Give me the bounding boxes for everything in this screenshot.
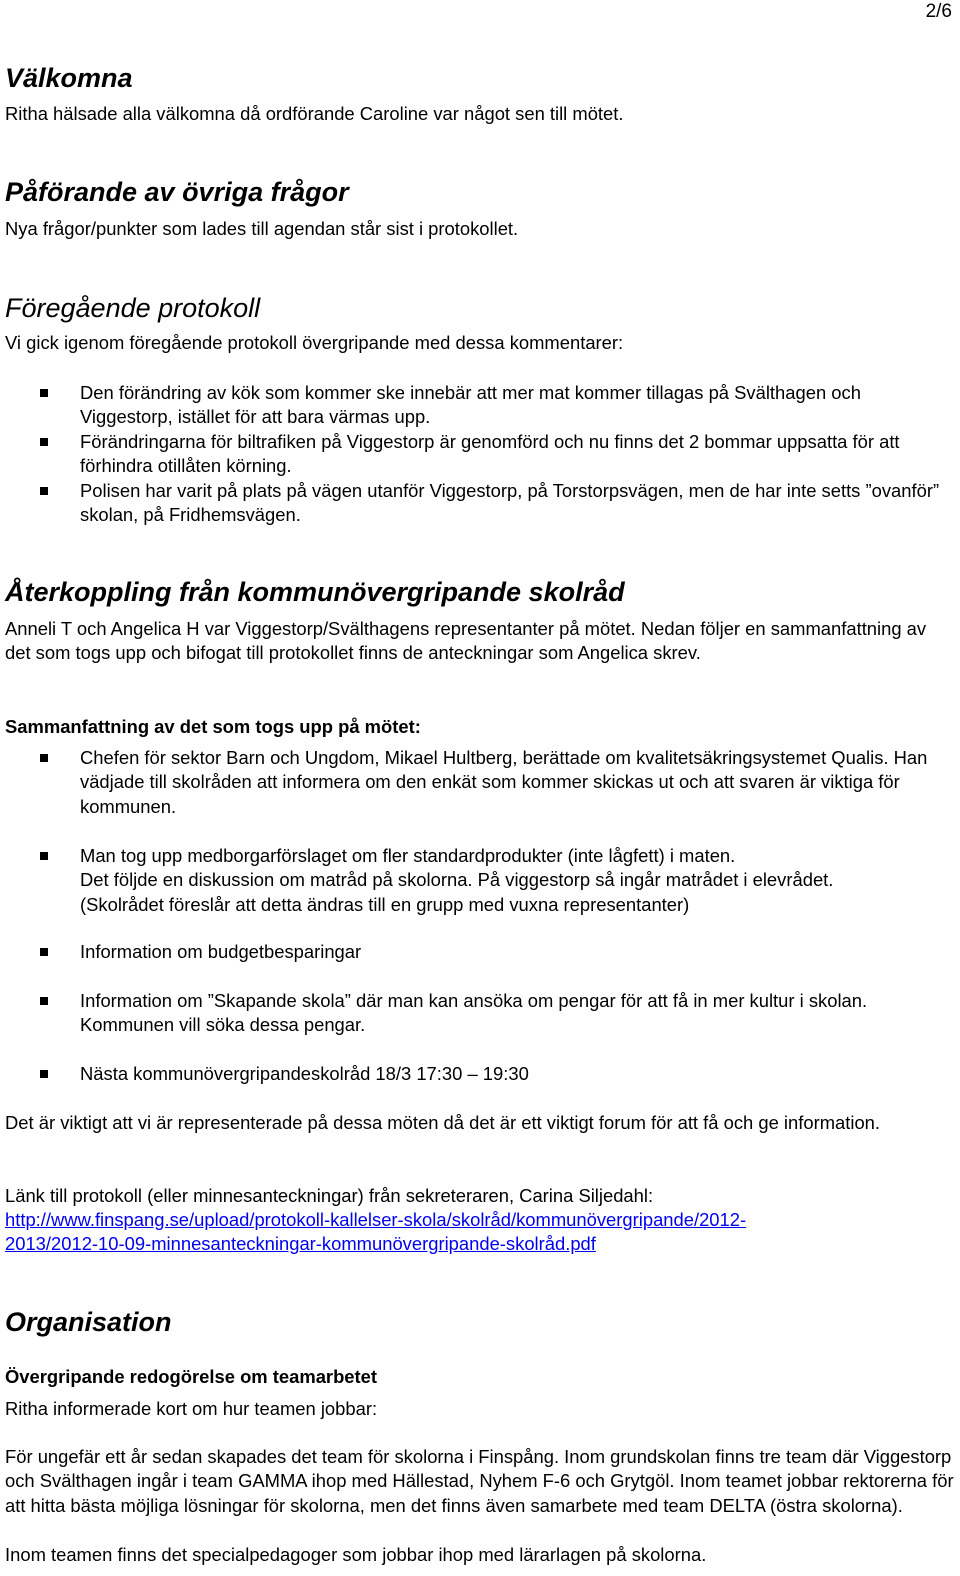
link-intro: Länk till protokoll (eller minnesanteckningar) från sekreteraren, Carina Siljedahl: bbox=[5, 1185, 654, 1206]
list-item: Nästa kommunövergripandeskolråd 18/3 17:30 – 19:30 bbox=[5, 1062, 954, 1086]
section-heading-organisation: Organisation bbox=[5, 1307, 172, 1337]
square-bullet-icon bbox=[40, 438, 48, 446]
aterkoppling-closing: Det är viktigt att vi är representerade på dessa möten då det är ett viktigt forum för att få och ge information. bbox=[5, 1112, 881, 1133]
summary-item-2 bbox=[5, 844, 954, 917]
square-bullet-icon bbox=[40, 997, 48, 1005]
foregaende-list bbox=[5, 381, 954, 527]
aterkoppling-intro: Anneli T och Angelica H var Viggestorp/Svälthagens representanter på mötet. Nedan följer en sammanfattning av det som togs upp och bifogat till protokollet finns de anteckningar som Angelica skrev. bbox=[5, 618, 927, 664]
square-bullet-icon bbox=[40, 852, 48, 860]
organisation-last-line: Inom teamen finns det specialpedagoger som jobbar ihop med lärarlagen på skolorna. bbox=[5, 1544, 707, 1565]
square-bullet-icon bbox=[40, 487, 48, 495]
foregaende-intro: Vi gick igenom föregående protokoll övergripande med dessa kommentarer: bbox=[5, 332, 624, 353]
list-item: Polisen har varit på plats på vägen utanför Viggestorp, på Torstorpsvägen, men de har inte setts ”ovanför” skolan, på Fridhemsvägen. bbox=[5, 479, 954, 528]
square-bullet-icon bbox=[40, 754, 48, 762]
section-heading-aterkoppling: Återkoppling från kommunövergripande skolråd bbox=[5, 577, 625, 607]
summary-item-3 bbox=[5, 940, 954, 964]
list-item: Den förändring av kök som kommer ske innebär att mer mat kommer tillagas på Svälthagen och Viggestorp, istället för att bara värmas upp. bbox=[5, 381, 954, 430]
organisation-sub-heading: Övergripande redogörelse om teamarbetet bbox=[5, 1366, 378, 1387]
square-bullet-icon bbox=[40, 1070, 48, 1078]
summary-item-1 bbox=[5, 746, 954, 819]
protocol-link[interactable]: http://www.finspang.se/upload/protokoll-kallelser-skola/skolråd/kommunövergripande/2012- 2013/2012-10-09-minnesanteckningar-kommunövergripande-skolråd.pdf bbox=[5, 1209, 747, 1255]
square-bullet-icon bbox=[40, 948, 48, 956]
protocol-link-wrapper bbox=[5, 1208, 954, 1257]
page-number: 2/6 bbox=[925, 1, 952, 22]
list-item: Man tog upp medborgarförslaget om fler standardprodukter (inte lågfett) i maten. Det följde en diskussion om matråd på skolorna. På viggestorp så ingår matrådet i elevrådet. (Skolrådet föreslår att detta ändras till en grupp med vuxna representanter) bbox=[5, 844, 954, 917]
square-bullet-icon bbox=[40, 389, 48, 397]
section-heading-paforande: Påförande av övriga frågor bbox=[5, 177, 349, 207]
list-item: Förändringarna för biltrafiken på Viggestorp är genomförd och nu finns det 2 bommar uppsatta för att förhindra otillåten körning. bbox=[5, 430, 954, 479]
organisation-paragraph: För ungefär ett år sedan skapades det team för skolorna i Finspång. Inom grundskolan finns tre team där Viggestorp och Svälthagen ingår i team GAMMA ihop med Hällestad, Nyhem F-6 och Grytgöl. Inom teamet jobbar rektorerna för att hitta bästa möjliga lösningar för skolorna, men det finns även samarbete med team DELTA (östra skolorna). bbox=[5, 1446, 954, 1516]
list-item: Information om budgetbesparingar bbox=[5, 940, 954, 964]
section-heading-valkomna: Välkomna bbox=[5, 63, 133, 93]
list-item: Chefen för sektor Barn och Ungdom, Mikael Hultberg, berättade om kvalitetsäkringsystemet Qualis. Han vädjade till skolråden att informera om den enkät som kommer skickas ut och att svaren är viktiga för kommunen. bbox=[5, 746, 954, 819]
paforande-text: Nya frågor/punkter som lades till agendan står sist i protokollet. bbox=[5, 218, 519, 239]
summary-heading: Sammanfattning av det som togs upp på mötet: bbox=[5, 716, 421, 737]
list-item: Information om ”Skapande skola” där man kan ansöka om pengar för att få in mer kultur i skolan. Kommunen vill söka dessa pengar. bbox=[5, 989, 954, 1038]
section-heading-foregaende: Föregående protokoll bbox=[5, 293, 261, 323]
summary-item-5 bbox=[5, 1062, 954, 1086]
summary-item-4 bbox=[5, 989, 954, 1038]
organisation-intro: Ritha informerade kort om hur teamen jobbar: bbox=[5, 1398, 378, 1419]
valkomna-text: Ritha hälsade alla välkomna då ordförande Caroline var något sen till mötet. bbox=[5, 103, 624, 124]
